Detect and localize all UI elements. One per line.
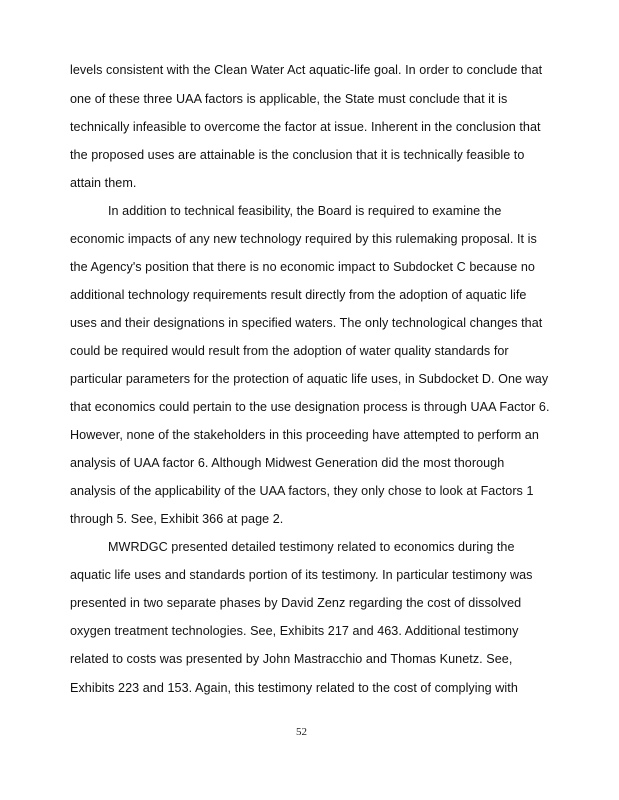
text-line: the proposed uses are attainable is the conclusion that it is technically feasible to [70,148,525,162]
text-line: analysis of the applicability of the UAA factors, they only chose to look at Factors 1 [70,484,534,498]
page-number: 52 [296,726,307,738]
text-line: that economics could pertain to the use designation process is through UAA Factor 6. [70,400,550,414]
text-line: technically infeasible to overcome the factor at issue. Inherent in the conclusion that [70,120,541,134]
text-line: analysis of UAA factor 6. Although Midwest Generation did the most thorough [70,456,505,470]
text-line: uses and their designations in specified waters. The only technological changes that [70,316,543,330]
text-line: the Agency's position that there is no economic impact to Subdocket C because no [70,260,535,274]
text-line: could be required would result from the adoption of water quality standards for [70,344,509,358]
text-line: one of these three UAA factors is applicable, the State must conclude that it is [70,92,508,106]
text-line: attain them. [70,176,137,190]
text-line: additional technology requirements result directly from the adoption of aquatic life [70,288,527,302]
text-line: Exhibits 223 and 153. Again, this testimony related to the cost of complying with [70,681,518,695]
text-line: presented in two separate phases by David Zenz regarding the cost of dissolved [70,596,522,610]
text-line: levels consistent with the Clean Water Act aquatic-life goal. In order to conclude that [70,63,543,77]
text-line: However, none of the stakeholders in this proceeding have attempted to perform an [70,428,539,442]
text-line: related to costs was presented by John Mastracchio and Thomas Kunetz. See, [70,652,513,666]
text-line: particular parameters for the protection of aquatic life uses, in Subdocket D. One way [70,372,549,386]
paragraph-start-line: MWRDGC presented detailed testimony related to economics during the [108,540,515,554]
text-line: economic impacts of any new technology required by this rulemaking proposal. It is [70,232,537,246]
text-line: aquatic life uses and standards portion of its testimony. In particular testimony was [70,568,533,582]
paragraph-start-line: In addition to technical feasibility, the Board is required to examine the [108,204,502,218]
text-line: through 5. See, Exhibit 366 at page 2. [70,512,284,526]
text-line: oxygen treatment technologies. See, Exhibits 217 and 463. Additional testimony [70,624,519,638]
